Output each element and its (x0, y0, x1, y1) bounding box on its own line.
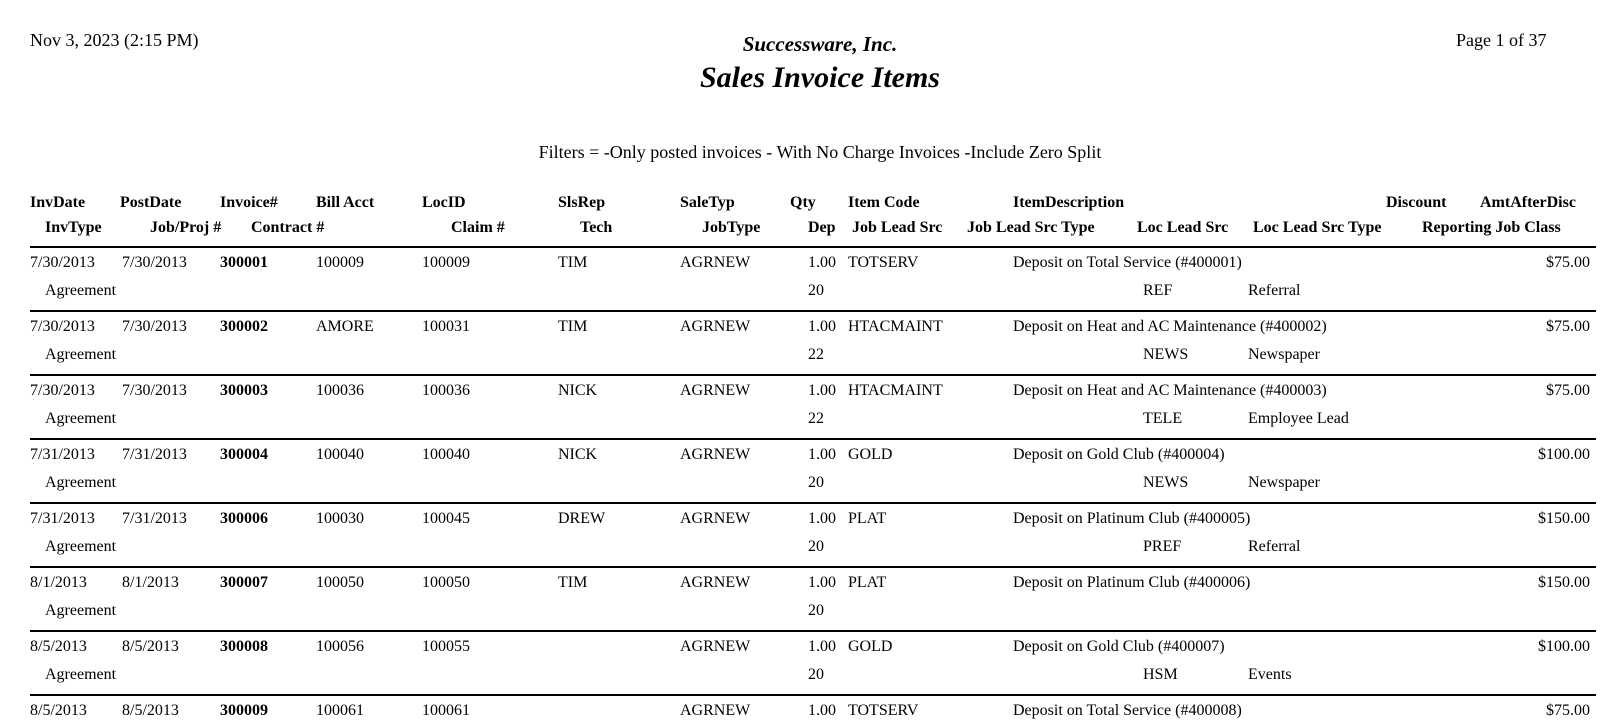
cell-invoice: 300001 (220, 254, 268, 271)
cell-post-date: 7/31/2013 (122, 510, 187, 527)
cell-amt-after-disc: $75.00 (1546, 702, 1590, 719)
cell-dep: 20 (808, 474, 824, 491)
cell-dep: 22 (808, 410, 824, 427)
col-invoice: Invoice# (220, 194, 278, 211)
col-dep: Dep (808, 219, 836, 236)
cell-loc-id: 100036 (422, 382, 470, 399)
cell-invoice: 300007 (220, 574, 268, 591)
cell-sale-typ: AGRNEW (680, 382, 751, 399)
cell-post-date: 7/30/2013 (122, 254, 187, 271)
col-loc-lead-src: Loc Lead Src (1137, 219, 1229, 236)
cell-item-code: GOLD (848, 446, 893, 463)
col-job-type: JobType (702, 219, 761, 236)
cell-sls-rep: DREW (558, 510, 606, 527)
cell-loc-lead-src-type: Employee Lead (1248, 410, 1349, 427)
cell-loc-lead-src: PREF (1143, 538, 1182, 555)
col-bill-acct: Bill Acct (316, 194, 375, 211)
cell-bill-acct: 100061 (316, 702, 364, 719)
col-job-proj: Job/Proj # (150, 219, 222, 236)
cell-bill-acct: 100030 (316, 510, 364, 527)
col-item-description: ItemDescription (1013, 194, 1125, 211)
cell-loc-id: 100009 (422, 254, 470, 271)
cell-invoice: 300006 (220, 510, 268, 527)
cell-item-description: Deposit on Heat and AC Maintenance (#400002) (1013, 318, 1327, 335)
cell-loc-id: 100061 (422, 702, 470, 719)
col-loc-id: LocID (422, 194, 466, 211)
cell-item-description: Deposit on Total Service (#400001) (1013, 254, 1242, 271)
cell-amt-after-disc: $75.00 (1546, 254, 1590, 271)
cell-invoice: 300009 (220, 702, 268, 719)
row-divider (30, 438, 1596, 440)
cell-bill-acct: 100036 (316, 382, 364, 399)
cell-inv-date: 8/1/2013 (30, 574, 87, 591)
col-sls-rep: SlsRep (558, 194, 606, 211)
row-divider (30, 566, 1596, 568)
cell-invoice: 300004 (220, 446, 268, 463)
cell-loc-lead-src-type: Newspaper (1248, 346, 1320, 363)
cell-item-description: Deposit on Gold Club (#400007) (1013, 638, 1225, 655)
cell-item-code: GOLD (848, 638, 893, 655)
cell-inv-date: 7/30/2013 (30, 254, 95, 271)
cell-qty: 1.00 (808, 446, 836, 463)
row-divider (30, 310, 1596, 312)
cell-sls-rep: TIM (558, 574, 588, 591)
cell-inv-type: Agreement (45, 410, 117, 427)
cell-qty: 1.00 (808, 574, 836, 591)
cell-qty: 1.00 (808, 382, 836, 399)
col-post-date: PostDate (120, 194, 182, 211)
cell-qty: 1.00 (808, 638, 836, 655)
cell-loc-id: 100031 (422, 318, 470, 335)
filters-line: Filters = -Only posted invoices - With No Charge Invoices -Include Zero Split (538, 142, 1102, 162)
report-title: Sales Invoice Items (700, 61, 940, 94)
col-reporting-job-class: Reporting Job Class (1422, 219, 1561, 236)
cell-dep: 22 (808, 346, 824, 363)
cell-item-description: Deposit on Heat and AC Maintenance (#400003) (1013, 382, 1327, 399)
cell-dep: 20 (808, 666, 824, 683)
cell-loc-lead-src: REF (1143, 282, 1173, 299)
cell-loc-lead-src-type: Referral (1248, 282, 1301, 299)
cell-sale-typ: AGRNEW (680, 638, 751, 655)
cell-sls-rep: NICK (558, 446, 598, 463)
company-name: Successware, Inc. (742, 32, 898, 56)
cell-item-description: Deposit on Platinum Club (#400006) (1013, 574, 1251, 591)
cell-item-code: PLAT (848, 510, 887, 527)
cell-invoice: 300003 (220, 382, 268, 399)
col-loc-lead-src-type: Loc Lead Src Type (1253, 219, 1382, 236)
cell-inv-date: 7/30/2013 (30, 318, 95, 335)
cell-bill-acct: 100009 (316, 254, 364, 271)
row-divider (30, 502, 1596, 504)
cell-amt-after-disc: $75.00 (1546, 318, 1590, 335)
cell-item-code: TOTSERV (848, 254, 919, 271)
cell-bill-acct: AMORE (316, 318, 374, 335)
cell-amt-after-disc: $150.00 (1538, 574, 1590, 591)
cell-loc-id: 100055 (422, 638, 470, 655)
header-divider (30, 246, 1596, 248)
cell-sale-typ: AGRNEW (680, 574, 751, 591)
cell-inv-date: 7/31/2013 (30, 446, 95, 463)
cell-post-date: 8/5/2013 (122, 638, 179, 655)
cell-amt-after-disc: $75.00 (1546, 382, 1590, 399)
cell-inv-type: Agreement (45, 602, 117, 619)
cell-item-code: HTACMAINT (848, 382, 943, 399)
cell-inv-date: 8/5/2013 (30, 638, 87, 655)
cell-loc-lead-src: HSM (1143, 666, 1178, 683)
cell-sls-rep: TIM (558, 318, 588, 335)
cell-inv-type: Agreement (45, 538, 117, 555)
cell-dep: 20 (808, 282, 824, 299)
col-job-lead-src-type: Job Lead Src Type (967, 219, 1095, 236)
cell-sls-rep: TIM (558, 254, 588, 271)
col-contract: Contract # (251, 219, 325, 236)
cell-item-code: HTACMAINT (848, 318, 943, 335)
cell-item-description: Deposit on Gold Club (#400004) (1013, 446, 1225, 463)
col-job-lead-src: Job Lead Src (852, 219, 943, 236)
cell-post-date: 8/5/2013 (122, 702, 179, 719)
cell-amt-after-disc: $150.00 (1538, 510, 1590, 527)
cell-qty: 1.00 (808, 702, 836, 719)
col-claim: Claim # (451, 219, 505, 236)
cell-loc-id: 100045 (422, 510, 470, 527)
cell-item-description: Deposit on Total Service (#400008) (1013, 702, 1242, 719)
cell-post-date: 7/30/2013 (122, 382, 187, 399)
cell-dep: 20 (808, 602, 824, 619)
cell-loc-lead-src: NEWS (1143, 474, 1189, 491)
page-indicator: Page 1 of 37 (1456, 30, 1547, 50)
cell-invoice: 300008 (220, 638, 268, 655)
cell-post-date: 7/31/2013 (122, 446, 187, 463)
col-discount: Discount (1386, 194, 1447, 211)
cell-sale-typ: AGRNEW (680, 702, 751, 719)
col-tech: Tech (580, 219, 613, 236)
cell-bill-acct: 100050 (316, 574, 364, 591)
cell-item-code: PLAT (848, 574, 887, 591)
cell-sls-rep: NICK (558, 382, 598, 399)
cell-invoice: 300002 (220, 318, 268, 335)
cell-dep: 20 (808, 538, 824, 555)
cell-inv-type: Agreement (45, 346, 117, 363)
cell-inv-type: Agreement (45, 282, 117, 299)
cell-post-date: 8/1/2013 (122, 574, 179, 591)
cell-inv-type: Agreement (45, 474, 117, 491)
cell-qty: 1.00 (808, 318, 836, 335)
col-sale-typ: SaleTyp (680, 194, 735, 211)
cell-loc-lead-src-type: Referral (1248, 538, 1301, 555)
cell-sale-typ: AGRNEW (680, 318, 751, 335)
row-divider (30, 374, 1596, 376)
cell-sale-typ: AGRNEW (680, 254, 751, 271)
cell-inv-date: 8/5/2013 (30, 702, 87, 719)
cell-loc-id: 100040 (422, 446, 470, 463)
report-run-date: Nov 3, 2023 (2:15 PM) (30, 30, 199, 50)
cell-post-date: 7/30/2013 (122, 318, 187, 335)
cell-bill-acct: 100056 (316, 638, 364, 655)
cell-inv-date: 7/30/2013 (30, 382, 95, 399)
col-amt-after-disc: AmtAfterDisc (1480, 194, 1576, 211)
cell-loc-lead-src-type: Newspaper (1248, 474, 1320, 491)
cell-sale-typ: AGRNEW (680, 510, 751, 527)
row-divider (30, 694, 1596, 696)
cell-inv-date: 7/31/2013 (30, 510, 95, 527)
col-item-code: Item Code (848, 194, 920, 211)
cell-inv-type: Agreement (45, 666, 117, 683)
cell-sale-typ: AGRNEW (680, 446, 751, 463)
cell-loc-id: 100050 (422, 574, 470, 591)
cell-item-code: TOTSERV (848, 702, 919, 719)
col-inv-type: InvType (45, 219, 102, 236)
cell-item-description: Deposit on Platinum Club (#400005) (1013, 510, 1251, 527)
col-qty: Qty (790, 194, 816, 211)
cell-bill-acct: 100040 (316, 446, 364, 463)
col-inv-date: InvDate (30, 194, 86, 211)
cell-amt-after-disc: $100.00 (1538, 446, 1590, 463)
cell-amt-after-disc: $100.00 (1538, 638, 1590, 655)
cell-loc-lead-src: TELE (1143, 410, 1183, 427)
cell-loc-lead-src: NEWS (1143, 346, 1189, 363)
cell-qty: 1.00 (808, 510, 836, 527)
row-divider (30, 630, 1596, 632)
cell-qty: 1.00 (808, 254, 836, 271)
cell-loc-lead-src-type: Events (1248, 666, 1292, 683)
